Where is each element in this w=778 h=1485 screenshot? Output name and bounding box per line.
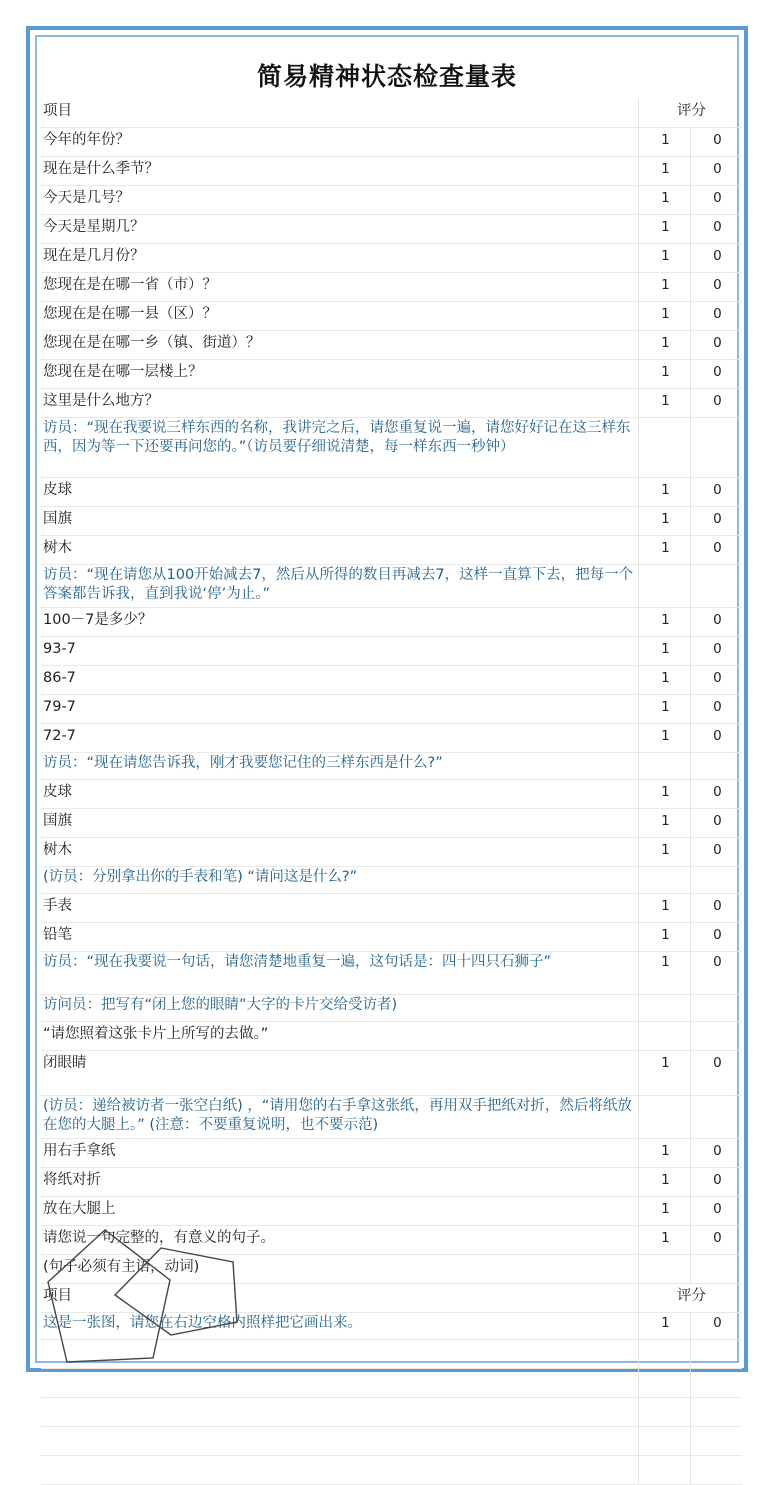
score-one: 1 [639,273,691,302]
header-item: 项目 [41,1284,639,1313]
score-zero: 0 [690,1139,742,1168]
score-one: 1 [639,809,691,838]
score-zero: 0 [690,507,742,536]
item-label: 您现在是在哪一层楼上？ [41,360,639,389]
score-one: 1 [639,1168,691,1197]
table-row [41,536,742,565]
score-one: 1 [639,724,691,753]
score-zero: 0 [690,894,742,923]
score-one: 1 [639,1197,691,1226]
instruction-row [41,565,742,608]
score-zero: 0 [690,1313,742,1340]
item-label: 树木 [41,838,639,867]
score-zero: 0 [690,952,742,995]
instruction-text: 访问员：把写有“闭上您的眼睛”大字的卡片交给受访者) [41,995,639,1022]
score-one: 1 [639,507,691,536]
item-label: 国旗 [41,507,639,536]
instruction-text: (访员：递给被访者一张空白纸) ，“请用您的右手拿这张纸，再用双手把纸对折，然后将纸放在您的大腿上。” (注意：不要重复说明，也不要示范) [41,1096,639,1139]
score-one: 1 [639,1139,691,1168]
pentagon-left [48,1230,170,1362]
item-label: 铅笔 [41,923,639,952]
item-label: 您现在是在哪一县（区）？ [41,302,639,331]
score-zero: 0 [690,244,742,273]
item-label: (句子必须有主语，动词) [41,1255,639,1284]
score-one: 1 [639,360,691,389]
score-one: 1 [639,952,691,995]
score-one: 1 [639,536,691,565]
item-label: 请您说一句完整的，有意义的句子。 [41,1226,639,1255]
score-zero: 0 [690,273,742,302]
instruction-row [41,1096,742,1139]
item-label: 树木 [41,536,639,565]
table-row [41,360,742,389]
score-one: 1 [639,244,691,273]
score-one: 1 [639,478,691,507]
instruction-text: 访员：“现在我要说一句话，请您清楚地重复一遍，这句话是：四十四只石狮子” [41,952,639,995]
score-zero: 0 [690,608,742,637]
instruction-text: (访员：分别拿出你的手表和笔) “请问这是什么?” [41,867,639,894]
instruction-text: 这是一张图，请您在右边空格内照样把它画出来。 [41,1313,639,1340]
score-one: 1 [639,666,691,695]
score-one: 1 [639,695,691,724]
score-one: 1 [639,923,691,952]
score-one: 1 [639,331,691,360]
item-label: “请您照着这张卡片上所写的去做。” [41,1022,639,1051]
table-row [41,215,742,244]
table-row [41,1022,742,1051]
score-zero: 0 [690,780,742,809]
score-zero: 0 [690,302,742,331]
instruction-row [41,995,742,1022]
table-row [41,608,742,637]
score-zero: 0 [690,331,742,360]
item-label: 今天是星期几？ [41,215,639,244]
table-row [41,666,742,695]
score-zero: 0 [690,724,742,753]
score-zero: 0 [690,1168,742,1197]
item-label: 放在大腿上 [41,1197,639,1226]
score-one: 1 [639,780,691,809]
item-label: 93-7 [41,637,639,666]
item-label: 72-7 [41,724,639,753]
table-row [41,809,742,838]
score-zero: 0 [690,389,742,418]
table-row [41,724,742,753]
score-zero: 0 [690,186,742,215]
item-label: 您现在是在哪一乡（镇、街道）？ [41,331,639,360]
score-zero: 0 [690,360,742,389]
pentagon-right [115,1248,237,1335]
item-label: 皮球 [41,780,639,809]
item-label: 这里是什么地方？ [41,389,639,418]
table-row [41,244,742,273]
table-row [41,507,742,536]
table-row [41,838,742,867]
table-row [41,128,742,157]
score-zero: 0 [690,1226,742,1255]
table-row [41,302,742,331]
table-row [41,780,742,809]
item-label: 79-7 [41,695,639,724]
item-label: 86-7 [41,666,639,695]
score-zero: 0 [690,215,742,244]
instruction-text: 访员：“现在请您告诉我，刚才我要您记住的三样东西是什么?” [41,753,639,780]
score-one: 1 [639,389,691,418]
item-label: 现在是几月份？ [41,244,639,273]
score-one: 1 [639,1051,691,1096]
item-label: 皮球 [41,478,639,507]
item-label: 将纸对折 [41,1168,639,1197]
item-label: 用右手拿纸 [41,1139,639,1168]
score-zero: 0 [690,1051,742,1096]
item-label: 国旗 [41,809,639,838]
item-label: 今年的年份？ [41,128,639,157]
table-row [41,478,742,507]
header-score: 评分 [639,1284,743,1313]
score-one: 1 [639,302,691,331]
table-row [41,186,742,215]
table-row [41,157,742,186]
score-one: 1 [639,1313,691,1340]
score-zero: 0 [690,157,742,186]
item-label: 您现在是在哪一省（市）？ [41,273,639,302]
inner-frame [35,35,739,1363]
score-zero: 0 [690,809,742,838]
drawing-area-row [41,1369,742,1398]
instruction-text: 访员：“现在请您从100开始减去7，然后从所得的数目再减去7，这样一直算下去，把每一个答案都告诉我，直到我说‘停’为止。” [41,565,639,608]
table-row [41,637,742,666]
instruction-text: 访员：“现在我要说三样东西的名称，我讲完之后，请您重复说一遍，请您好好记在这三样东西，因为等一下还要再问您的。”（访员要仔细说清楚，每一样东西一秒钟） [41,418,639,478]
score-zero: 0 [690,923,742,952]
page-title: 简易精神状态检查量表 [256,62,517,91]
table-row [41,923,742,952]
table-row [41,894,742,923]
drawing-area-row [41,1456,742,1485]
item-label: 今天是几号？ [41,186,639,215]
score-one: 1 [639,215,691,244]
item-label: 闭眼睛 [41,1051,639,1096]
outer-frame [26,26,748,1372]
score-one: 1 [639,1226,691,1255]
score-one: 1 [639,608,691,637]
drawing-area-row [41,1427,742,1456]
instruction-row [41,867,742,894]
table-row [41,273,742,302]
table-header [41,99,742,128]
table-row [41,695,742,724]
score-one: 1 [639,838,691,867]
instruction-row [41,418,742,478]
table-row [41,1139,742,1168]
item-label: 手表 [41,894,639,923]
score-zero: 0 [690,478,742,507]
score-zero: 0 [690,128,742,157]
score-one: 1 [639,186,691,215]
score-zero: 0 [690,695,742,724]
instruction-row [41,952,742,995]
item-label: 100－7是多少？ [41,608,639,637]
score-zero: 0 [690,1197,742,1226]
table-row [41,1051,742,1096]
score-zero: 0 [690,666,742,695]
score-one: 1 [639,894,691,923]
score-zero: 0 [690,536,742,565]
score-zero: 0 [690,637,742,666]
drawing-area-row [41,1398,742,1427]
item-label: 现在是什么季节？ [41,157,639,186]
header-score: 评分 [639,99,743,128]
table-row [41,331,742,360]
header-item: 项目 [41,99,639,128]
intersecting-pentagons-figure [45,1220,265,1370]
table-row [41,1168,742,1197]
score-zero: 0 [690,838,742,867]
score-one: 1 [639,637,691,666]
table-row [41,389,742,418]
score-one: 1 [639,128,691,157]
instruction-row [41,753,742,780]
score-one: 1 [639,157,691,186]
